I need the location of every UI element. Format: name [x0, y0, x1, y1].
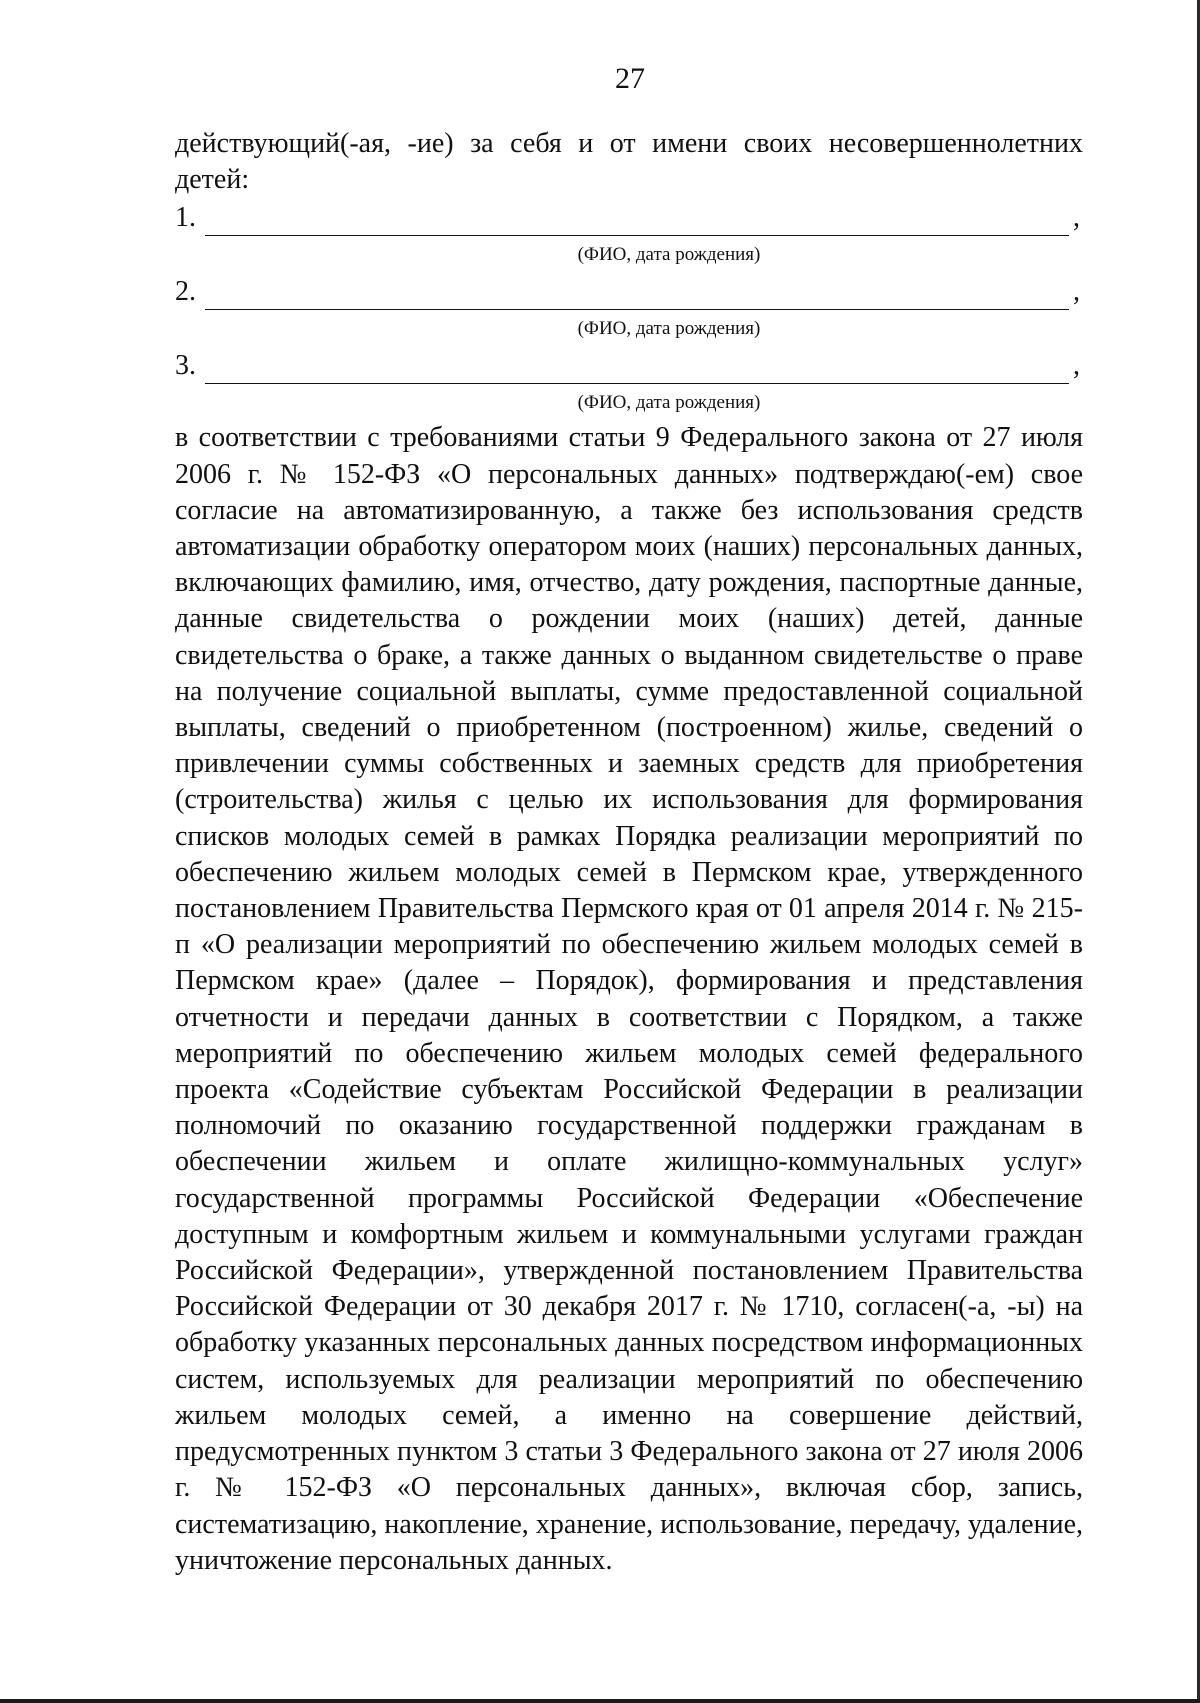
child-comma: , — [1073, 202, 1080, 234]
child-entry-1 — [175, 198, 1083, 272]
child-caption: (ФИО, дата рождения) — [577, 244, 761, 266]
children-list — [175, 198, 1083, 420]
child-comma: , — [1073, 276, 1080, 308]
page-number: 27 — [615, 62, 645, 95]
child-number: 3. — [175, 350, 196, 382]
child-number: 1. — [175, 202, 196, 234]
consent-body-paragraph: в соответствии с требованиями статьи 9 Федерального закона от 27 июля 2006 г. № 152-ФЗ «О персональных данных» подтверждаю(-ем) свое согласие на автоматизированную, а также без использования средств автоматизации обработку оператором моих (наших) персональных данных, включающих фамилию, имя, отчество, дату рождения, паспортные данные, данные свидетельства о рождении моих (наших) детей, данные свидетельства о браке, а также данных о выданном свидетельстве о праве на получение социальной выплаты, сумме предоставленной социальной выплаты, сведений о приобретенном (построенном) жилье, сведений о привлечении суммы собственных и заемных средств для приобретения (строительства) жилья с целью их использования для формирования списков молодых семей в рамках Порядка реализации мероприятий по обеспечению жильем молодых семей в Пермском крае, утвержденного постановлением Правительства Пермского края от 01 апреля 2014 г. № 215-п «О реализации мероприятий по обеспечению жильем молодых семей в Пермском крае» (далее – Порядок), формирования и представления отчетности и передачи данных в соответствии с Порядком, а также мероприятий по обеспечению жильем молодых семей федерального проекта «Содействие субъектам Российской Федерации в реализации полномочий по оказанию государственной поддержки гражданам в обеспечении жильем и оплате жилищно-коммунальных услуг» государственной программы Российской Федерации «Обеспечение доступным и комфортным жильем и коммунальными услугами граждан Российской Федерации», утвержденной постановлением Правительства Российской Федерации от 30 декабря 2017 г. № 1710, согласен(-а, -ы) на обработку указанных персональных данных посредством информационных систем, используемых для реализации мероприятий по обеспечению жильем молодых семей, а именно на совершение действий, предусмотренных пунктом 3 статьи 3 Федерального закона от 27 июля 2006 г. № 152-ФЗ «О персональных данных», включая сбор, запись, систематизацию, накопление, хранение, использование, передачу, удаление, уничтожение персональных данных. — [175, 422, 1083, 1576]
child-number: 2. — [175, 276, 196, 308]
child-line — [175, 346, 1083, 384]
child-entry-2 — [175, 272, 1083, 346]
child-line — [175, 198, 1083, 236]
document-content — [175, 126, 1083, 1579]
child-line — [175, 272, 1083, 310]
child-caption: (ФИО, дата рождения) — [577, 392, 761, 414]
scan-edge-bottom — [0, 1699, 1200, 1703]
child-fill-in-blank[interactable] — [205, 281, 1069, 310]
intro-paragraph: действующий(-ая, -ие) за себя и от имени своих несовершеннолетних детей: — [175, 128, 1083, 196]
child-comma: , — [1073, 350, 1080, 382]
child-entry-3 — [175, 346, 1083, 420]
child-caption: (ФИО, дата рождения) — [577, 318, 761, 340]
child-fill-in-blank[interactable] — [205, 207, 1069, 236]
child-fill-in-blank[interactable] — [205, 355, 1069, 384]
